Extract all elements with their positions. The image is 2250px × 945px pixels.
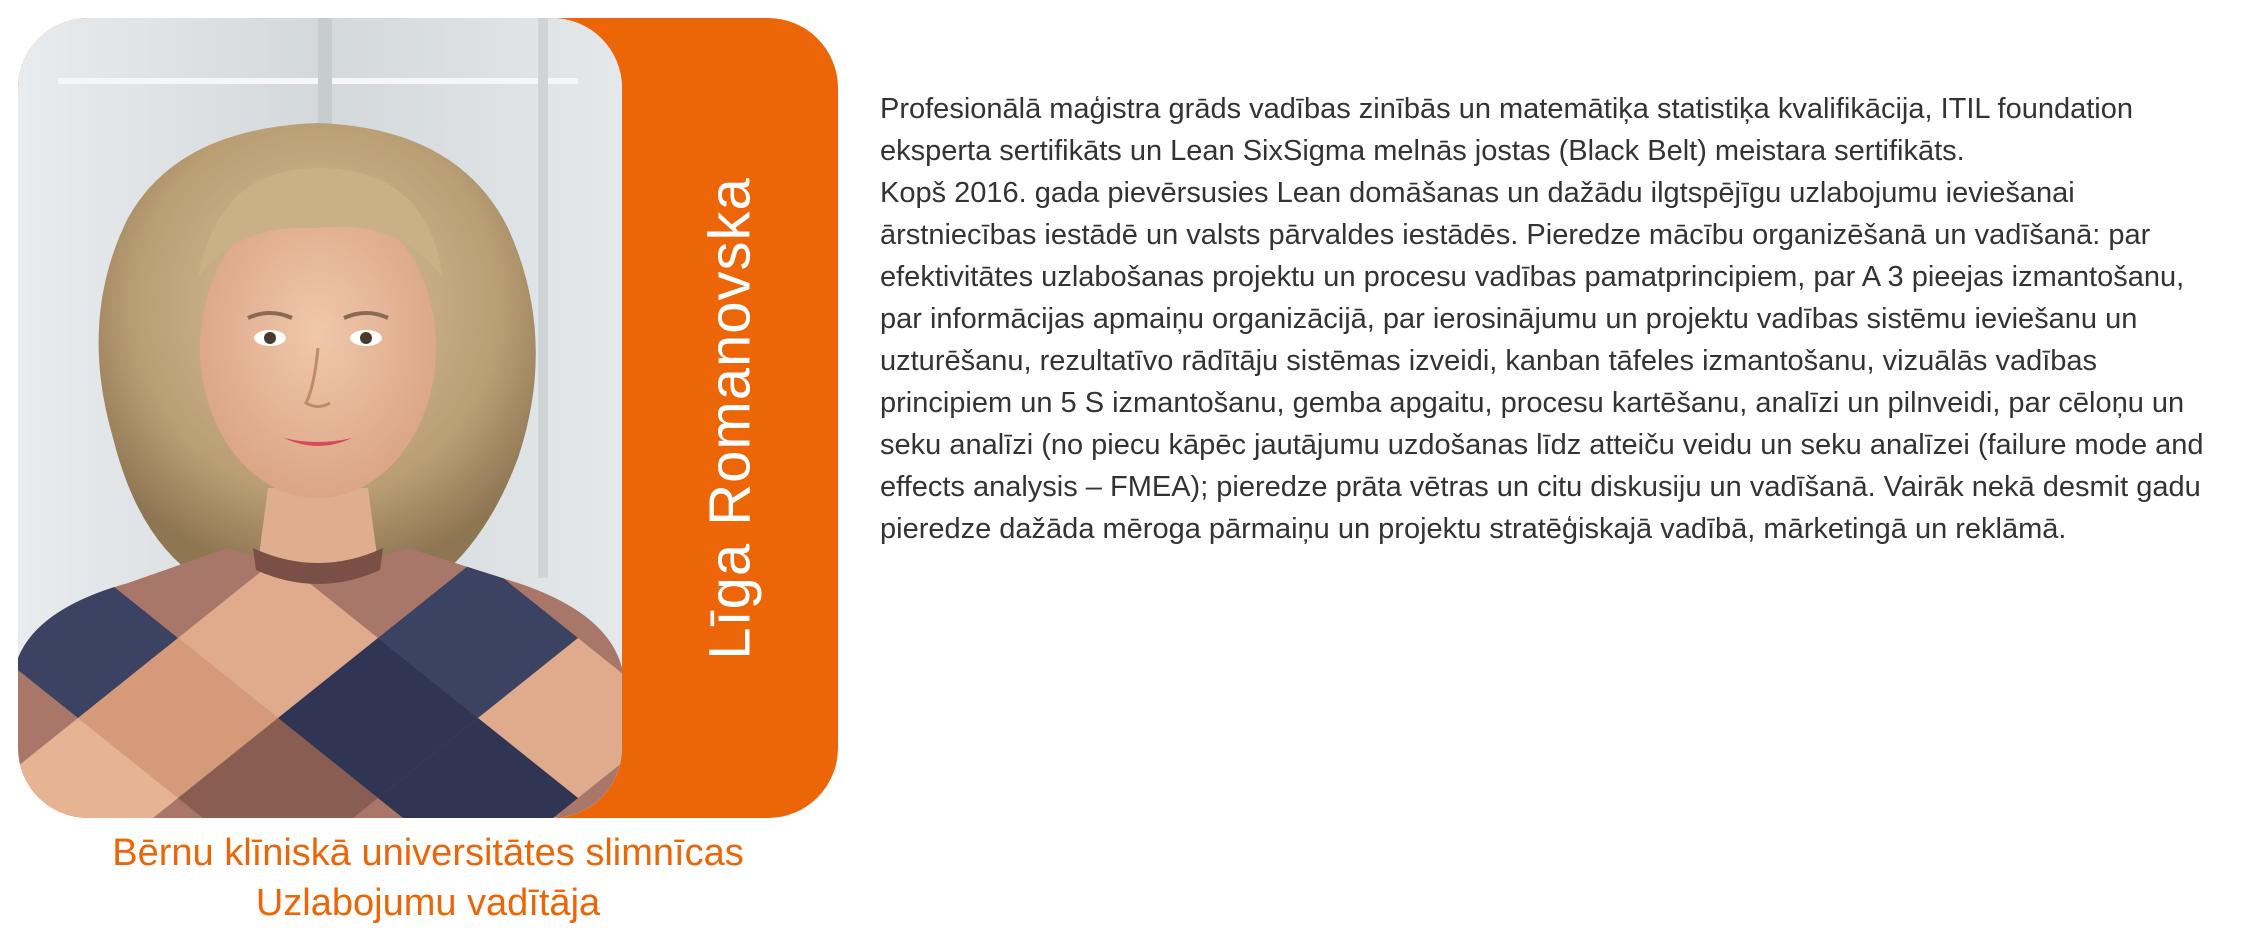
bio-paragraph-qualifications: Profesionālā maģistra grāds vadības zinībās un matemātiķa statistiķa kvalifikācija, ITIL foundation eksperta sertifikāts un Lean SixSigma melnās jostas (Black Belt) meistara sertifikāts.: [880, 93, 2133, 167]
role-label: Uzlabojumu vadītāja: [255, 882, 601, 924]
organization-label: Bērnu klīniskā universitātes slimnīcas: [112, 832, 744, 874]
bio-paragraph-experience: Kopš 2016. gada pievērsusies Lean domāšanas un dažādu ilgtspējīgu uzlabojumu ieviešanai ārstniecības iestādē un valsts pārvaldes iestādēs. Pieredze mācību organizēšanā un vadīšanā: par efektivitātes uzlabošanas projektu un procesu vadības pamatprincipiem, par A 3 pieejas izmantošanu, par informācijas apmaiņu organizācijā, par ierosinājumu un projektu vadības sistēmu ieviešanu un uzturēšanu, rezultatīvo rādītāju sistēmas izveidi, kanban tāfeles izmantošanu, vizuālās vadības principiem un 5 S izmantošanu, gemba apgaitu, procesu kartēšanu, analīzi un pilnveidi, par cēloņu un seku analīzi (no piecu kāpēc jautājumu uzdošanas līdz atteiču veidu un seku analīzei (failure mode and effects analysis – FMEA); pieredze prāta vētras un citu diskusiju un vadīšanā. Vairāk nekā desmit gadu pieredze dažāda mēroga pārmaiņu un projektu stratēģiskajā vadībā, mārketingā un reklāmā.: [880, 177, 2204, 545]
portrait-photo: [18, 18, 622, 818]
vertical-name-band: [622, 18, 838, 818]
position-caption: [18, 828, 838, 928]
biography: [880, 88, 2210, 550]
portrait-illustration: [18, 18, 622, 818]
profile-card: [18, 18, 838, 818]
person-name: Līga Romanovska: [697, 176, 763, 660]
